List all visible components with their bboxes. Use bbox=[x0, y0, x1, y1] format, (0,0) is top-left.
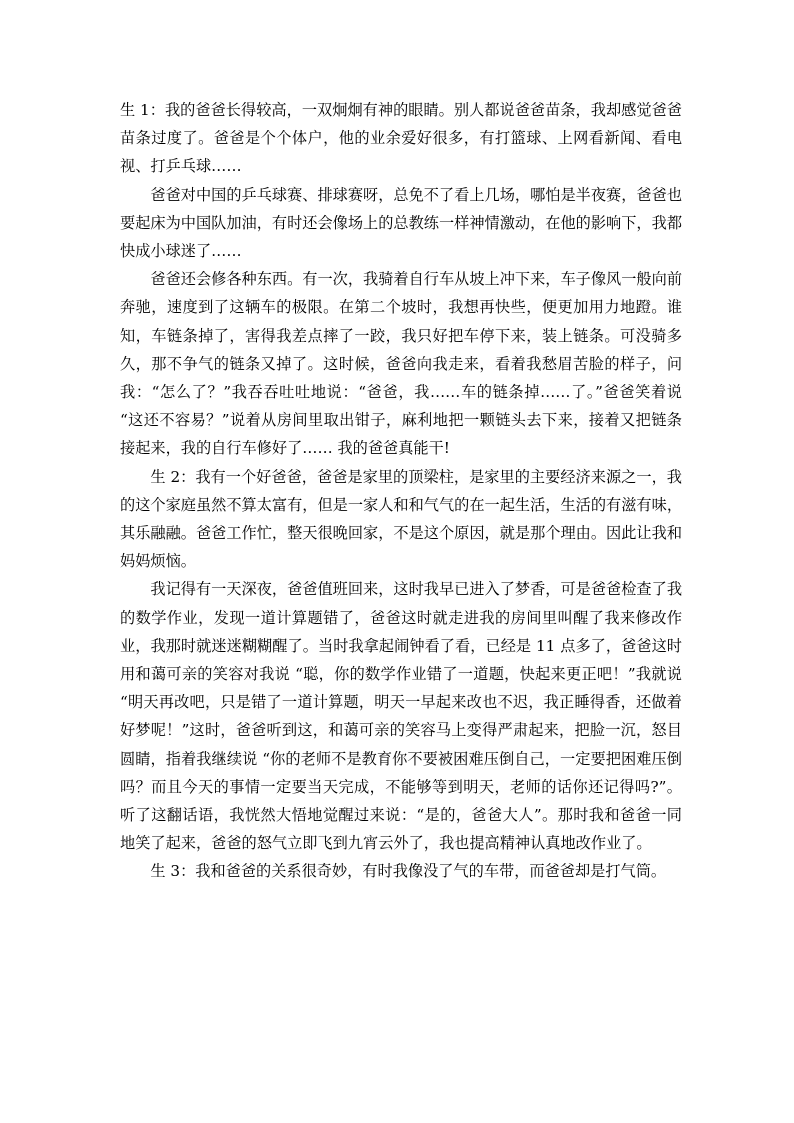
document-body bbox=[120, 96, 682, 886]
paragraph-student2-intro: 生 2：我有一个好爸爸，爸爸是家里的顶梁柱，是家里的主要经济来源之一，我的这个家庭虽然不算太富有，但是一家人和和气气的在一起生活，生活的有滋有味，其乐融融。爸爸工作忙，整天很晚回家，不是这个原因，就是那个理由。因此让我和妈妈烦恼。 bbox=[120, 467, 682, 571]
paragraph-homework-night: 我记得有一天深夜，爸爸值班回来，这时我早已进入了梦香，可是爸爸检查了我的数学作业，发现一道计算题错了，爸爸这时就走进我的房间里叫醒了我来修改作业，我那时就迷迷糊糊醒了。当时我拿起闹钟看了看，已经是 11 点多了，爸爸这时用和蔼可亲的笑容对我说 “聪，你的数学作业错了一道题，快起来更正吧！”我就说 “明天再改吧，只是错了一道计算题，明天一早起来改也不迟，我正睡得香，还做着好梦呢！”这时，爸爸听到这，和蔼可亲的笑容马上变得严肃起来，把脸一沉，怒目圆睛，指着我继续说 “你的老师不是教育你不要被困难压倒自己，一定要把困难压倒吗？而且今天的事情一定要当天完成，不能够等到明天，老师的话你还记得吗?”。听了这翻话语，我恍然大悟地觉醒过来说：“是的，爸爸大人”。那时我和爸爸一同地笑了起来，爸爸的怒气立即飞到九宵云外了，我也提高精神认真地改作业了。 bbox=[120, 580, 682, 853]
paragraph-student1-intro: 生 1：我的爸爸长得较高，一双炯炯有神的眼睛。别人都说爸爸苗条，我却感觉爸爸苗条过度了。爸爸是个个体户，他的业余爱好很多，有打篮球、上网看新闻、看电视、打乒乓球…… bbox=[120, 101, 682, 176]
paragraph-bike-repair: 爸爸还会修各种东西。有一次，我骑着自行车从坡上冲下来，车子像风一般向前奔驰，速度到了这辆车的极限。在第二个坡时，我想再快些，便更加用力地蹬。谁知，车链条掉了，害得我差点摔了一跤，我只好把车停下来，装上链条。可没骑多久，那不争气的链条又掉了。这时候，爸爸向我走来，看着我愁眉苦脸的样子，问我：“怎么了？”我吞吞吐吐地说：“爸爸，我……车的链条掉……了。”爸爸笑着说 “这还不容易？”说着从房间里取出钳子，麻利地把一颗链头去下来，接着又把链条接起来，我的自行车修好了…… 我的爸爸真能干! bbox=[120, 270, 682, 458]
paragraph-ping-pong: 爸爸对中国的乒乓球赛、排球赛呀，总免不了看上几场，哪怕是半夜赛，爸爸也要起床为中国队加油，有时还会像场上的总教练一样神情激动，在他的影响下，我都快成小球迷了…… bbox=[120, 185, 682, 261]
paragraph-student3-intro: 生 3：我和爸爸的关系很奇妙，有时我像没了气的车带，而爸爸却是打气筒。 bbox=[150, 862, 667, 881]
